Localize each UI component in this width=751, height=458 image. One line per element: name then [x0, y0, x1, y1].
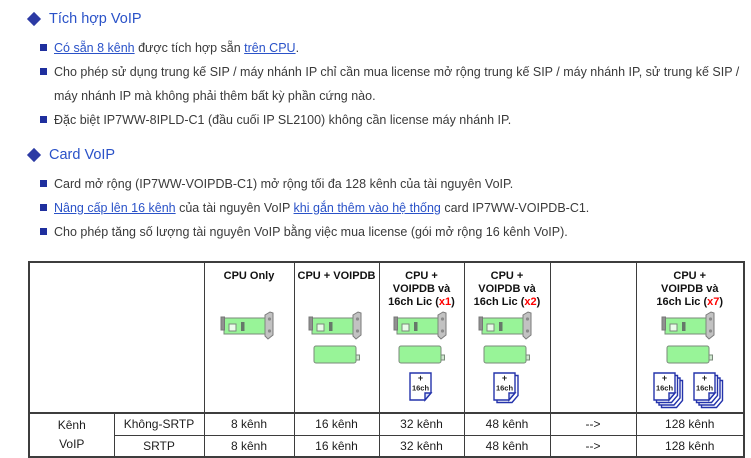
- license-multiplier: x1: [438, 296, 452, 308]
- section-heading-card-voip: [25, 145, 751, 165]
- diamond-bullet-icon: [27, 148, 41, 162]
- bullet-text: Cho phép tăng số lượng tài nguyên VoIP bằng việc mua license (gói mở rộng 16 kênh VoIP).: [54, 225, 568, 239]
- header-cpu-voipdb-16ch-x2: [464, 262, 550, 413]
- cell-value: 16 kênh: [294, 413, 379, 435]
- bullet-text-segment: được tích hợp sẵn: [134, 41, 245, 55]
- square-bullet-icon: [40, 44, 47, 51]
- link-tren-cpu[interactable]: trên CPU: [244, 41, 296, 55]
- cell-arrow: -->: [550, 413, 636, 435]
- svg-text:+: +: [417, 373, 423, 383]
- cpu-board-icon: [478, 311, 536, 341]
- table-row: [29, 413, 744, 435]
- column-header-label: CPU + VOIPDB: [297, 270, 376, 282]
- license-16ch-icon: [408, 371, 436, 403]
- header-arrow-column: [550, 262, 636, 413]
- license-multiplier: x2: [524, 296, 537, 308]
- voipdb-card-icon: [313, 344, 361, 366]
- bullet-text: Card mở rộng (IP7WW-VOIPDB-C1) mở rộng tối đa 128 kênh của tài nguyên VoIP.: [54, 177, 514, 191]
- bullet-text: [54, 36, 299, 60]
- cell-value: 8 kênh: [204, 413, 294, 435]
- voipdb-card-icon: [483, 344, 531, 366]
- section-heading-voip-integration: [25, 9, 751, 29]
- row-label-khong-srtp: Không-SRTP: [114, 413, 204, 435]
- cell-arrow: -->: [550, 435, 636, 457]
- license-multiplier: x7: [707, 296, 720, 308]
- link-nang-cap-16-kenh[interactable]: Nâng cấp lên 16 kênh: [54, 201, 176, 215]
- bullet-text-segment: .: [295, 41, 300, 55]
- cell-value: 128 kênh: [636, 435, 744, 457]
- link-co-san-8-kenh[interactable]: Có sẵn 8 kênh: [54, 41, 135, 55]
- cell-value: 32 kênh: [379, 413, 464, 435]
- square-bullet-icon: [40, 204, 47, 211]
- list-item: [40, 220, 751, 244]
- header-cpu-voipdb-16ch-x1: [379, 262, 464, 413]
- header-empty-cell: [29, 262, 204, 413]
- column-header-label: CPU + VOIPDB và 16ch Lic (x2): [473, 270, 541, 308]
- bullet-text: Cho phép sử dụng trung kế SIP / máy nhánh IP chỉ cần mua license mở rộng trung kế SIP / máy nhánh IP, sử trung kế SIP / máy nhánh IP mà không phải thêm bất kỳ phần cứng nào.: [54, 65, 740, 103]
- cell-value: 48 kênh: [464, 435, 550, 457]
- column-header-label: CPU + VOIPDB và 16ch Lic (x7): [656, 270, 724, 308]
- list-item: [40, 36, 751, 60]
- cell-value: 32 kênh: [379, 435, 464, 457]
- square-bullet-icon: [40, 116, 47, 123]
- square-bullet-icon: [40, 228, 47, 235]
- cpu-board-icon: [220, 311, 278, 341]
- svg-text:16ch: 16ch: [411, 383, 429, 393]
- cpu-board-icon: [661, 311, 719, 341]
- svg-text:+: +: [701, 373, 707, 383]
- license-16ch-stack-icon: [492, 371, 523, 405]
- voipdb-card-icon: [398, 344, 446, 366]
- license-16ch-stack-icon: [692, 371, 728, 409]
- list-item: [40, 108, 751, 132]
- column-header-label: CPU + VOIPDB và 16ch Lic (x1): [388, 270, 455, 308]
- header-cpu-voipdb: [294, 262, 379, 413]
- svg-text:+: +: [661, 373, 667, 383]
- bullet-text: Đặc biệt IP7WW-8IPLD-C1 (đầu cuối IP SL2100) không cần license máy nhánh IP.: [54, 113, 512, 127]
- bullet-text-segment: của tài nguyên VoIP: [175, 201, 294, 215]
- svg-text:16ch: 16ch: [655, 383, 673, 393]
- square-bullet-icon: [40, 68, 47, 75]
- bullet-text-segment: card IP7WW-VOIPDB-C1.: [440, 201, 590, 215]
- card-voip-bullet-list: [40, 172, 751, 244]
- svg-text:+: +: [501, 373, 507, 383]
- bullet-text: [54, 196, 589, 220]
- header-cpu-voipdb-16ch-x7: [636, 262, 744, 413]
- table-row: [29, 435, 744, 457]
- column-header-label: CPU Only: [223, 270, 275, 282]
- list-item: [40, 60, 751, 108]
- list-item: [40, 172, 751, 196]
- cpu-board-icon: [393, 311, 451, 341]
- license-16ch-stack-icon: [652, 371, 688, 409]
- section-title-voip-integration: Tích hợp VoIP: [49, 11, 142, 27]
- row-group-label-kenh-voip: Kênh VoIP: [29, 413, 114, 457]
- square-bullet-icon: [40, 180, 47, 187]
- voip-integration-bullet-list: [40, 36, 751, 132]
- svg-text:16ch: 16ch: [495, 383, 513, 393]
- header-cpu-only: [204, 262, 294, 413]
- voip-capacity-table: [28, 261, 745, 458]
- cpu-board-icon: [308, 311, 366, 341]
- diamond-bullet-icon: [27, 12, 41, 26]
- cell-value: 8 kênh: [204, 435, 294, 457]
- row-label-srtp: SRTP: [114, 435, 204, 457]
- link-khi-gan-them[interactable]: khi gắn thêm vào hệ thống: [293, 201, 441, 215]
- cell-value: 16 kênh: [294, 435, 379, 457]
- cell-value: 48 kênh: [464, 413, 550, 435]
- cell-value: 128 kênh: [636, 413, 744, 435]
- list-item: [40, 196, 751, 220]
- voipdb-card-icon: [666, 344, 714, 366]
- table-header-row: [29, 262, 744, 413]
- section-title-card-voip: Card VoIP: [49, 147, 116, 163]
- svg-text:16ch: 16ch: [695, 383, 713, 393]
